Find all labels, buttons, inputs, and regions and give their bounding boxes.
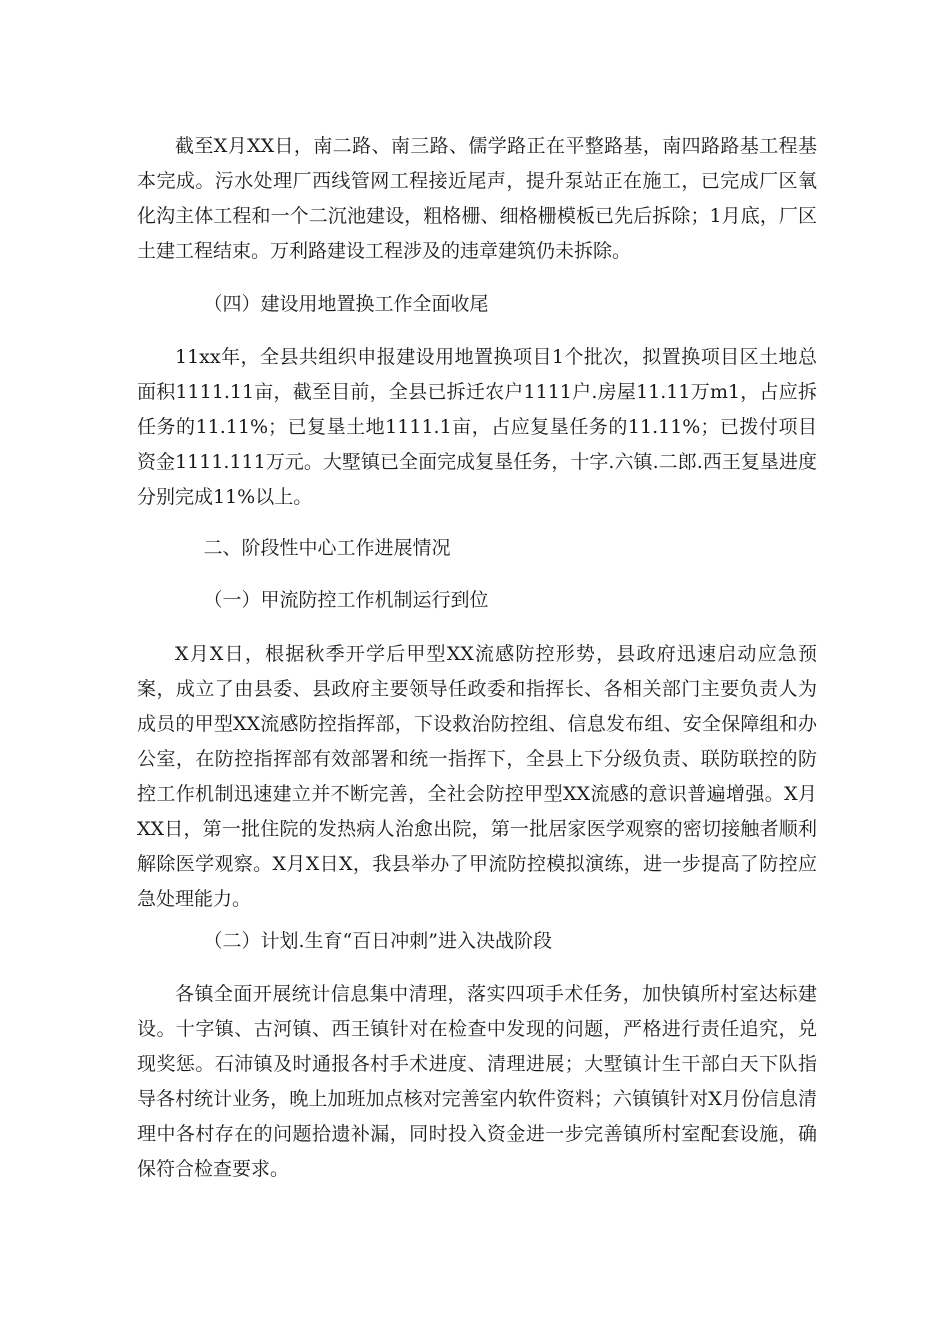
heading-land-replacement: （四）建设用地置换工作全面收尾	[203, 293, 489, 315]
heading-family-planning: （二）计划.生育“百日冲刺”进入决战阶段	[203, 930, 552, 952]
paragraph-flu-control: X月X日，根据秋季开学后甲型XX流感防控形势，县政府迅速启动应急预案，成立了由县委、县政府主要领导任政委和指挥长、各相关部门主要负责人为成员的甲型XX流感防控指挥部，下设救治防控组、信息发布组、安全保障组和办公室，在防控指挥部有效部署和统一指挥下，全县上下分级负责、联防联控的防控工作机制迅速建立并不断完善，全社会防控甲型XX流感的意识普遍增强。X月XX日，第一批住院的发热病人治愈出院，第一批居家医学观察的密切接触者顺利解除医学观察。X月X日X，我县举办了甲流防控模拟演练，进一步提高了防控应急处理能力。	[137, 643, 817, 910]
paragraph-family-planning: 各镇全面开展统计信息集中清理，落实四项手术任务，加快镇所村室达标建设。十字镇、古河镇、西王镇针对在检查中发现的问题，严格进行责任追究，兑现奖惩。石沛镇及时通报各村手术进度、清理进展；大墅镇计生干部白天下队指导各村统计业务，晚上加班加点核对完善室内软件资料；六镇镇针对X月份信息清理中各村存在的问题拾遗补漏，同时投入资金进一步完善镇所村室配套设施，确保符合检查要求。	[137, 983, 817, 1180]
paragraph-land-replacement: 11xx年，全县共组织申报建设用地置换项目1个批次，拟置换项目区土地总面积1111.11亩，截至目前，全县已拆迁农户1111户.房屋11.11万m1，占应拆任务的11.11%；已复垦土地1111.1亩，占应复垦任务的11.11%；已拨付项目资金1111.111万元。大墅镇已全面完成复垦任务，十字.六镇.二郎.西王复垦进度分别完成11%以上。	[137, 346, 817, 508]
heading-flu-control: （一）甲流防控工作机制运行到位	[203, 589, 489, 611]
heading-central-work: 二、阶段性中心工作进展情况	[203, 537, 451, 559]
paragraph-road-construction: 截至X月XX日，南二路、南三路、儒学路正在平整路基，南四路路基工程基本完成。污水处理厂西线管网工程接近尾声，提升泵站正在施工，已完成厂区氧化沟主体工程和一个二沉池建设，粗格栅、细格栅模板已先后拆除；1月底，厂区土建工程结束。万利路建设工程涉及的违章建筑仍未拆除。	[137, 135, 817, 262]
